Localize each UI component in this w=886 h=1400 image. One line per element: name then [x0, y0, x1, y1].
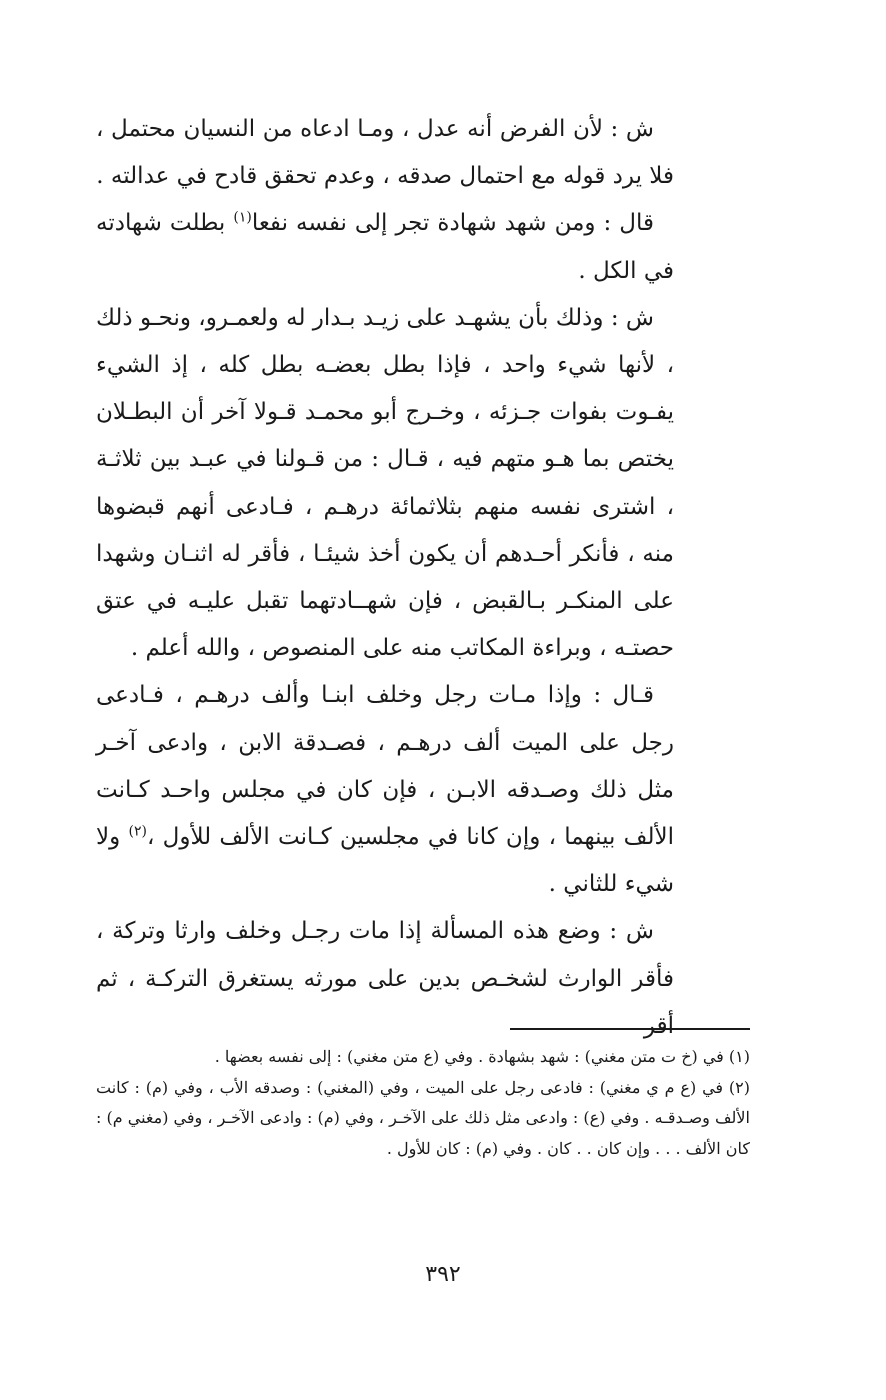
paragraph-commentary-1: ش : لأن الفرض أنه عدل ، ومـا ادعاه من النسيان محتمل ، فلا يرد قوله مع احتمال صدقه ، وعدم تحقق قادح في عدالته . [96, 116, 674, 190]
statement-2-text-end: ولا شيء للثاني . [96, 824, 674, 898]
paragraph-commentary-2: ش : وذلك بأن يشهـد على زيـد بـدار له ولعمـرو، ونحـو ذلك ، لأنها شيء واحد ، فإذا بطل بعضـه بطل كله ، إذ الشيء يفـوت بفوات جـزئه ، وخـرج أبو محمـد قـولا آخر أن البطـلان يختص بما هـو متهم فيه ، قـال : من قـولنا في عبـد بين ثلاثـة ، اشترى نفسه منهم بثلاثمائة درهـم ، فـادعى أنهم قبضوها منه ، فأنكر أحـدهم أن يكون أخذ شيئـا ، فأقر له اثنـان وشهدا على المنكـر بـالقبض ، فإن شهــادتهما تقبل عليـه في عتق حصتـه ، وبراءة المكاتب منه على المنصوص ، والله أعلم . [96, 304, 674, 662]
statement-1-text: قال : ومن شهد شهادة تجر إلى نفسه نفعا [251, 210, 654, 237]
paragraph-statement-2 [96, 672, 674, 908]
footnote-ref-1: (١) [233, 209, 252, 226]
footnote-ref-2: (٢) [128, 823, 147, 840]
paragraph-commentary-3: ش : وضع هذه المسألة إذا مات رجـل وخلف وارثا وتركة ، فأقر الوارث لشخـص بدين على مورثه يستغرق التركـة ، ثم أقر [96, 918, 674, 1039]
footnote-1: (١) في (خ ت متن مغني) : شهد بشهادة . وفي (ع متن مغني) : إلى نفسه بعضها . [214, 1047, 750, 1066]
footnotes [96, 1042, 750, 1164]
page-number: ٣٩٢ [425, 1262, 461, 1287]
main-text [96, 106, 674, 1050]
paragraph-statement-1 [96, 200, 674, 294]
statement-1-text-end: بطلت شهادته في الكل . [96, 210, 674, 284]
footnote-2: (٢) في (ع م ي مغني) : فادعى رجل على الميت ، وفي (المغني) : وصدقه الأب ، وفي (م) : كانت الألف وصـدقـه . وفي (ع) : وادعى مثل ذلك على الآخـر ، وفي (م) : وادعى الآخـر ، وفي (مغني م) : كان الألف . . . وإن كان . . كان . وفي (م) : كان للأول . [96, 1077, 750, 1158]
statement-2-text: قـال : وإذا مـات رجل وخلف ابنـا وألف درهـم ، فـادعى رجل على الميت ألف درهـم ، فصـدقة الابن ، وادعى آخـر مثل ذلك وصـدقه الابـن ، فإن كان في مجلس واحـد كـانت الألف بينهما ، وإن كانا في مجلسين كـانت الألف للأول ، [96, 682, 674, 851]
footnote-separator [510, 1028, 750, 1030]
